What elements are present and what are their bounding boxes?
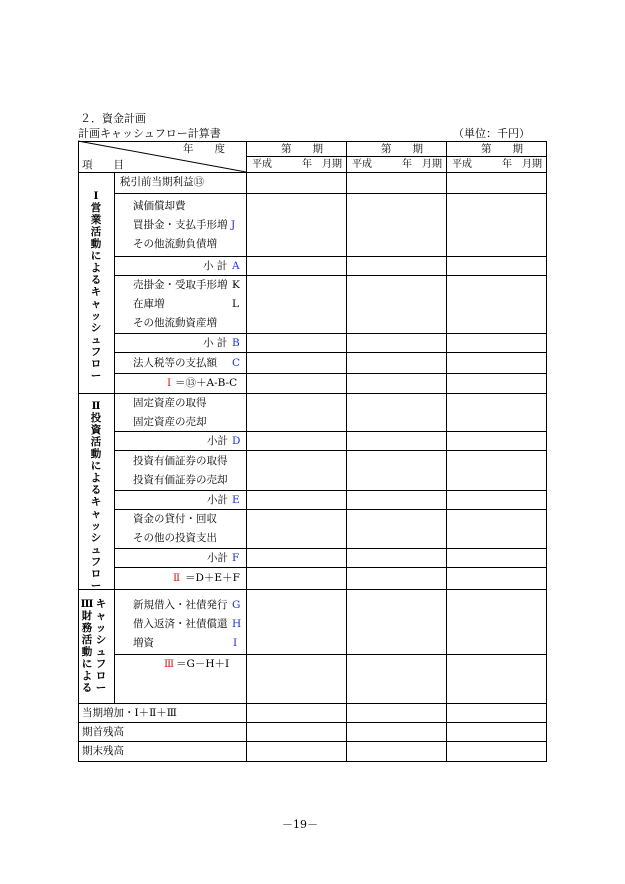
operating-subtotal-b-code: B [232, 337, 240, 349]
financing-capital-code: I [233, 637, 238, 649]
financing-repay: 借入返済・社債償還 [133, 618, 228, 630]
investing-sell-sec: 投資有価証券の売却 [133, 474, 228, 486]
investing-acquire-sec: 投資有価証券の取得 [133, 455, 228, 467]
operating-vertical-label: Ⅰ営業活動によるキャッシュフロー [90, 190, 102, 382]
financing-new-borrow-code: G [232, 599, 241, 611]
investing-sell-fixed: 固定資産の売却 [133, 416, 207, 428]
summary-increase: 当期増加・Ⅰ＋Ⅱ＋Ⅲ [82, 707, 177, 719]
header-period-3: 第 期 [481, 143, 523, 155]
operating-payables: 買掛金・支払手形増 [133, 219, 228, 231]
header-item-label: 項 目 [82, 159, 124, 171]
investing-vertical-label: Ⅱ投資活動によるキャッシュフロー [90, 400, 102, 592]
header-date-1: 平成 年 月期 [252, 159, 342, 170]
financing-repay-code: H [232, 618, 242, 630]
operating-total-formula: ＝⑬＋A-B-C [175, 377, 238, 389]
operating-total-mark: Ⅰ [167, 377, 172, 389]
summary-closing: 期末残高 [82, 745, 124, 757]
summary-opening: 期首残高 [82, 726, 124, 738]
operating-other-liab: その他流動負債増 [133, 238, 217, 250]
investing-acquire-fixed: 固定資産の取得 [133, 397, 207, 409]
financing-vertical-label-col2: キャッシュフロー [95, 598, 107, 694]
header-date-3: 平成 年 月期 [452, 159, 542, 170]
financing-total-formula: ＝G－H＋I [176, 658, 230, 670]
operating-payables-code: J [231, 219, 236, 231]
operating-tax: 法人税等の支払額 [133, 357, 217, 369]
header-period-2: 第 期 [381, 143, 423, 155]
investing-other: その他の投資支出 [133, 532, 217, 544]
page-number: －19－ [282, 818, 318, 831]
investing-subtotal-e: 小計 [207, 494, 228, 506]
header-period-1: 第 期 [281, 143, 323, 155]
operating-depreciation: 減価償却費 [133, 200, 186, 212]
investing-subtotal-f-code: F [232, 552, 240, 564]
header-date-2: 平成 年 月期 [352, 159, 442, 170]
financing-capital: 増資 [133, 637, 154, 649]
operating-inventory: 在庫増 [133, 298, 165, 310]
operating-subtotal-a: 小 計 [203, 260, 228, 272]
investing-subtotal-f: 小計 [207, 552, 228, 564]
operating-receivables-code: K [232, 279, 240, 291]
financing-new-borrow: 新規借入・社債発行 [133, 599, 228, 611]
investing-loans: 資金の貸付・回収 [133, 513, 217, 525]
unit-label: （単位：千円） [453, 127, 530, 140]
header-year-label: 年 度 [183, 143, 225, 155]
investing-subtotal-d-code: D [232, 435, 241, 447]
investing-total-mark: Ⅱ [173, 572, 181, 584]
operating-pretax: 税引前当期利益⑬ [120, 176, 204, 188]
investing-subtotal-e-code: E [232, 494, 240, 506]
operating-receivables: 売掛金・受取手形増 [133, 279, 228, 291]
financing-total-mark: Ⅲ [164, 658, 175, 670]
financing-vertical-label-col1: Ⅲ財務活動による [80, 598, 94, 694]
operating-subtotal-a-code: A [232, 260, 240, 272]
investing-total-formula: ＝D＋E＋F [185, 572, 240, 584]
operating-inventory-code: L [232, 298, 239, 310]
investing-subtotal-d: 小計 [207, 435, 228, 447]
operating-subtotal-b: 小 計 [203, 337, 228, 349]
operating-tax-code: C [232, 357, 241, 369]
operating-other-assets: その他流動資産増 [133, 317, 217, 329]
table-title: 計画キャッシュフロー計算書 [78, 127, 221, 140]
section-title: ２．資金計画 [80, 112, 146, 125]
